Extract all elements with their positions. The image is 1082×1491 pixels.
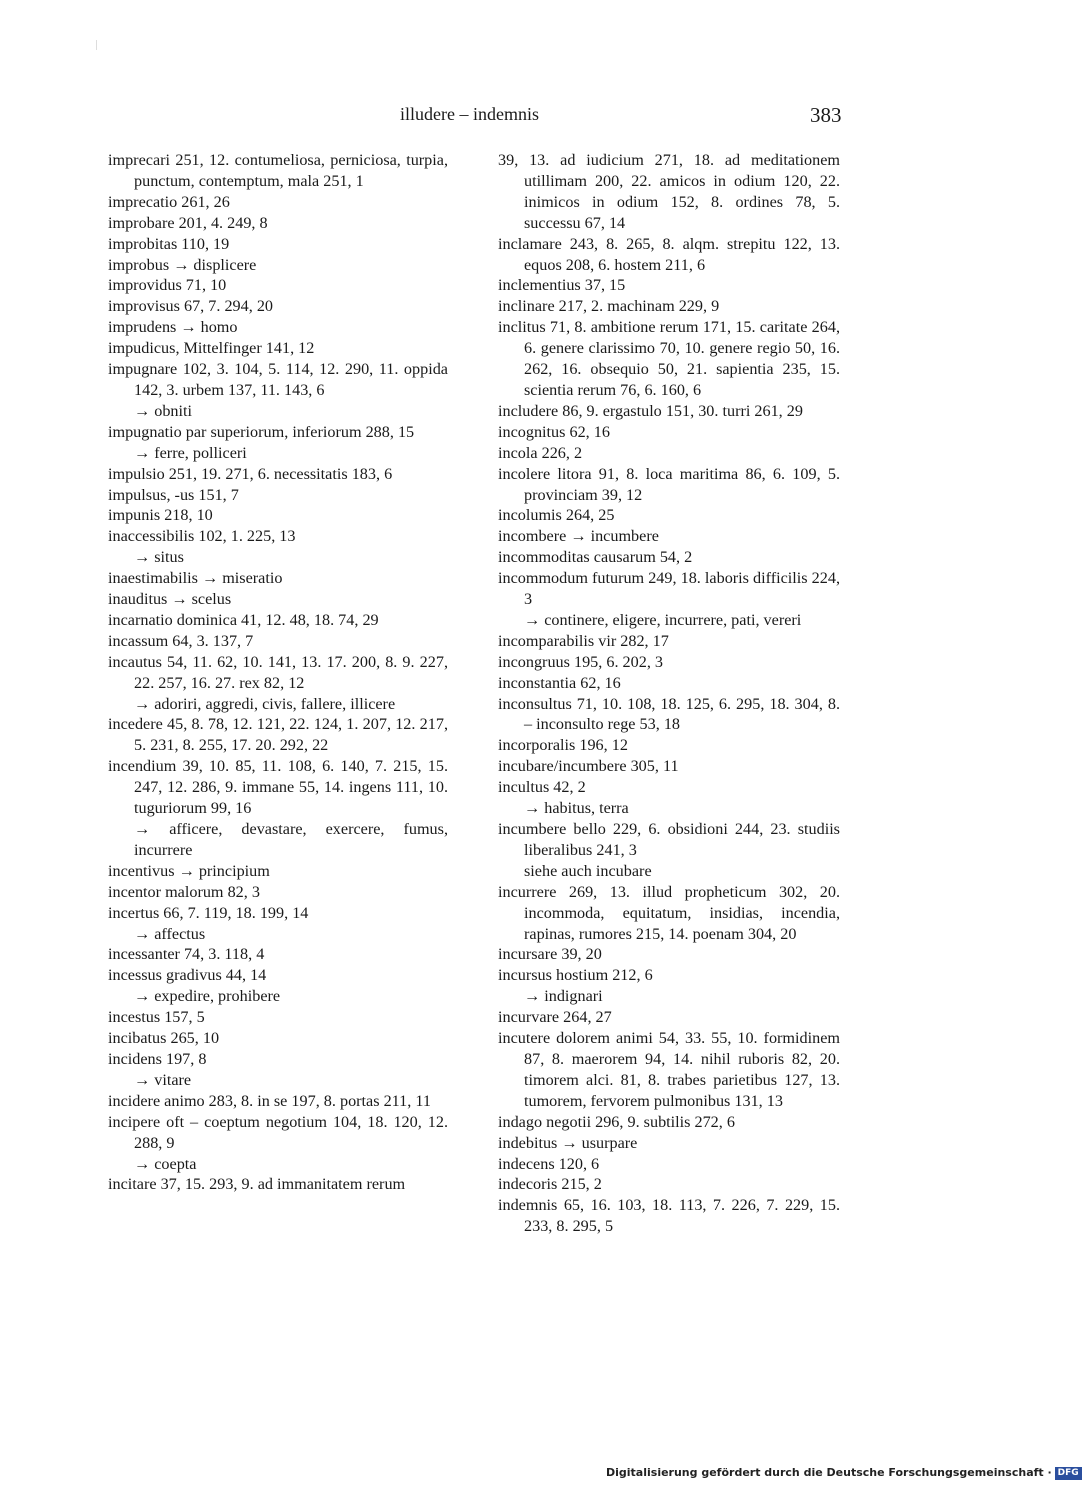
index-entry: incutere dolorem animi 54, 33. 55, 10. formidinem 87, 8. maerorem 94, 14. nihil ruboris 82, 20. timorem alci. 81, 8. trabes parietibus 127, 13. tumorem, fervorem pulmonibus 131, 13 xyxy=(498,1029,840,1110)
index-column-right xyxy=(498,150,840,1237)
index-entry: impunis 218, 10 xyxy=(108,506,213,525)
index-entry: indebitus → usurpare xyxy=(498,1133,638,1152)
index-entry: incibatus 265, 10 xyxy=(108,1029,220,1048)
index-entry: incidens 197, 8 xyxy=(108,1049,207,1068)
index-entry: impulsio 251, 19. 271, 6. necessitatis 183, 6 xyxy=(108,464,393,483)
index-entry: incubare/incumbere 305, 11 xyxy=(498,757,679,776)
running-head xyxy=(0,103,1000,129)
index-entry: inclementius 37, 15 xyxy=(498,276,626,295)
index-entry: incurvare 264, 27 xyxy=(498,1008,612,1027)
index-entry: → continere, eligere, incurrere, pati, vereri xyxy=(524,610,802,629)
index-entry: inclinare 217, 2. machinam 229, 9 xyxy=(498,297,720,316)
index-entry: incentor malorum 82, 3 xyxy=(108,882,260,901)
index-entry: indecens 120, 6 xyxy=(498,1154,600,1173)
index-entry: 39, 13. ad iudicium 271, 18. ad meditationem utillimam 200, 22. amicos in odium 120, 22. inimicos in odium 152, 8. ordines 78, 5. successu 67, 14 xyxy=(498,151,840,232)
index-entry: incorporalis 196, 12 xyxy=(498,736,628,755)
index-entry: incendium 39, 10. 85, 11. 108, 6. 140, 7. 215, 15. 247, 12. 286, 9. immane 55, 14. ingens 111, 10. tuguriorum 99, 16 xyxy=(108,757,448,818)
index-entry: incommodum futurum 249, 18. laboris difficilis 224, 3 xyxy=(498,569,840,609)
running-title: illudere – indemnis xyxy=(400,104,539,124)
index-entry: improbus → displicere xyxy=(108,255,257,274)
funding-footer xyxy=(606,1466,1079,1484)
dfg-logo: DFG xyxy=(1055,1467,1082,1480)
index-entry: incola 226, 2 xyxy=(498,443,583,462)
index-entry: improbare 201, 4. 249, 8 xyxy=(108,213,268,232)
funding-text: Digitalisierung gefördert durch die Deutsche Forschungsgemeinschaft · xyxy=(606,1466,1052,1479)
page-number: 383 xyxy=(810,103,842,127)
index-entry: includere 86, 9. ergastulo 151, 30. turri 261, 29 xyxy=(498,401,803,420)
index-entry: impudicus, Mittelfinger 141, 12 xyxy=(108,339,315,358)
index-entry: imprudens → homo xyxy=(108,318,238,337)
scan-corner-mark xyxy=(96,40,97,50)
index-entry: → habitus, terra xyxy=(524,799,629,818)
index-entry: → situs xyxy=(134,548,184,567)
index-entry: impugnare 102, 3. 104, 5. 114, 12. 290, 11. oppida 142, 3. urbem 137, 11. 143, 6 xyxy=(108,360,448,399)
index-entry: imprecatio 261, 26 xyxy=(108,192,230,211)
index-entry: → adoriri, aggredi, civis, fallere, illicere xyxy=(134,694,396,713)
index-column-left xyxy=(108,150,448,1195)
index-entry: → expedire, prohibere xyxy=(134,987,281,1006)
index-entry: incommoditas causarum 54, 2 xyxy=(498,548,693,567)
index-entry: incitare 37, 15. 293, 9. ad immanitatem rerum xyxy=(108,1175,406,1194)
index-entry: incarnatio dominica 41, 12. 48, 18. 74, 29 xyxy=(108,610,379,629)
index-entry: incertus 66, 7. 119, 18. 199, 14 xyxy=(108,903,309,922)
index-entry: improvisus 67, 7. 294, 20 xyxy=(108,297,274,316)
index-entry: impugnatio par superiorum, inferiorum 288, 15 xyxy=(108,422,415,441)
index-entry: improvidus 71, 10 xyxy=(108,276,227,295)
index-entry: inauditus → scelus xyxy=(108,590,232,609)
index-entry: incedere 45, 8. 78, 12. 121, 22. 124, 1. 207, 12. 217, 5. 231, 8. 255, 17. 20. 292, 22 xyxy=(108,715,448,755)
index-entry: → indignari xyxy=(524,987,603,1006)
index-entry: indecoris 215, 2 xyxy=(498,1175,602,1194)
index-entry: inclamare 243, 8. 265, 8. alqm. strepitu 122, 13. equos 208, 6. hostem 211, 6 xyxy=(498,234,840,274)
index-entry: incidere animo 283, 8. in se 197, 8. portas 211, 11 xyxy=(108,1091,431,1110)
index-entry: incipere oft – coeptum negotium 104, 18. 120, 12. 288, 9 xyxy=(108,1112,448,1152)
index-entry: incolere litora 91, 8. loca maritima 86, 6. 109, 5. provinciam 39, 12 xyxy=(498,464,840,504)
index-entry: incessus gradivus 44, 14 xyxy=(108,966,267,985)
index-entry: incestus 157, 5 xyxy=(108,1008,205,1027)
index-entry: → vitare xyxy=(134,1070,192,1089)
index-entry: indago negotii 296, 9. subtilis 272, 6 xyxy=(498,1112,735,1131)
index-entry: inaestimabilis → miseratio xyxy=(108,569,283,588)
index-entry: inconsultus 71, 10. 108, 18. 125, 6. 295, 18. 304, 8. – inconsulto rege 53, 18 xyxy=(498,694,840,734)
index-entry: → ferre, polliceri xyxy=(134,443,247,462)
index-entry: incumbere bello 229, 6. obsidioni 244, 23. studiis liberalibus 241, 3 xyxy=(498,820,840,859)
index-entry: incurrere 269, 13. illud propheticum 302, 20. incommoda, equitatum, insidias, incendia, rapinas, rumores 215, 14. poenam 304, 20 xyxy=(498,882,840,943)
index-entry: incentivus → principium xyxy=(108,861,270,880)
index-entry: siehe auch incubare xyxy=(524,861,652,880)
index-entry: inaccessibilis 102, 1. 225, 13 xyxy=(108,527,296,546)
index-entry: incursare 39, 20 xyxy=(498,945,602,964)
index-entry: incultus 42, 2 xyxy=(498,778,586,797)
index-entry: incongruus 195, 6. 202, 3 xyxy=(498,652,664,671)
index-entry: → affectus xyxy=(134,924,206,943)
index-entry: inconstantia 62, 16 xyxy=(498,673,621,692)
index-entry: → afficere, devastare, exercere, fumus, incurrere xyxy=(134,820,448,859)
index-entry: incursus hostium 212, 6 xyxy=(498,966,653,985)
index-entry: incomparabilis vir 282, 17 xyxy=(498,631,669,650)
index-entry: inclitus 71, 8. ambitione rerum 171, 15. caritate 264, 6. genere clarissimo 70, 10. genere regio 50, 16. 262, 16. obsequio 50, 21. sapientia 235, 15. scientia rerum 76, 6. 160, 6 xyxy=(498,318,840,399)
index-entry: → coepta xyxy=(134,1154,197,1173)
index-entry: incautus 54, 11. 62, 10. 141, 13. 17. 200, 8. 9. 227, 22. 257, 16. 27. rex 82, 12 xyxy=(108,652,448,692)
index-entry: improbitas 110, 19 xyxy=(108,234,230,253)
index-entry: → obniti xyxy=(134,401,193,420)
index-entry: incognitus 62, 16 xyxy=(498,422,610,441)
index-entry: incombere → incumbere xyxy=(498,527,659,546)
index-entry: incolumis 264, 25 xyxy=(498,506,615,525)
index-entry: indemnis 65, 16. 103, 18. 113, 7. 226, 7. 229, 15. 233, 8. 295, 5 xyxy=(498,1196,840,1236)
index-entry: incessanter 74, 3. 118, 4 xyxy=(108,945,265,964)
index-entry: incassum 64, 3. 137, 7 xyxy=(108,631,254,650)
index-entry: imprecari 251, 12. contumeliosa, perniciosa, turpia, punctum, contemptum, mala 251, 1 xyxy=(108,151,448,190)
index-entry: impulsus, -us 151, 7 xyxy=(108,485,239,504)
